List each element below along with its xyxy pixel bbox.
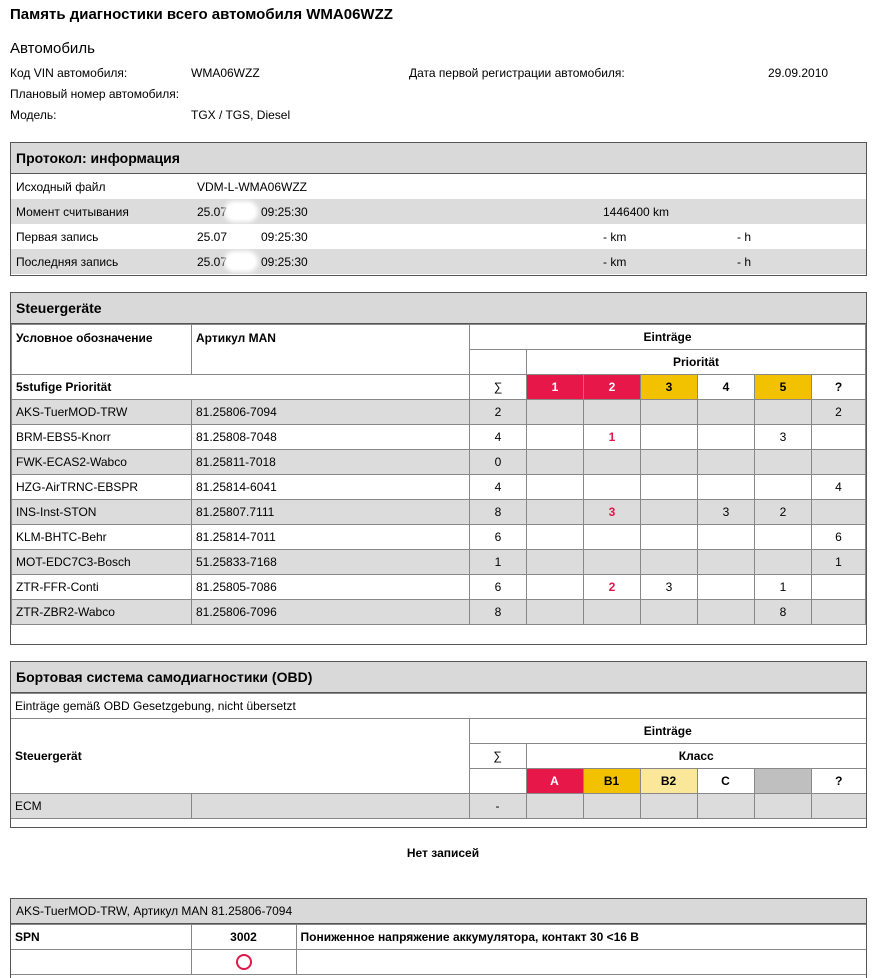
- ecu-article: 51.25833-7168: [192, 550, 470, 575]
- priority-header: Priorität: [527, 350, 866, 375]
- fault-detail-table: [11, 924, 866, 975]
- ecu-article: 81.25807.7111: [192, 500, 470, 525]
- protocol-label: Исходный файл: [16, 179, 106, 194]
- priority-1-header: 1: [527, 375, 584, 400]
- protocol-hours: - h: [737, 229, 752, 244]
- priority-count: [584, 450, 641, 475]
- ecu-name: AKS-TuerMOD-TRW: [12, 400, 192, 425]
- ecu-name: MOT-EDC7C3-Bosch: [12, 550, 192, 575]
- ecu-name: HZG-AirTRNC-EBSPR: [12, 475, 192, 500]
- protocol-label: Последняя запись: [16, 254, 119, 269]
- ecu-article: 81.25806-7094: [192, 400, 470, 425]
- obd-cell: [754, 794, 811, 819]
- ecu-sum: 8: [470, 500, 527, 525]
- priority-count: [812, 425, 866, 450]
- priority-count: 1: [755, 575, 812, 600]
- ecu-row: [12, 450, 866, 475]
- priority-count: [527, 500, 584, 525]
- priority-levels-label: 5stufige Priorität: [12, 375, 470, 400]
- article-header: Артикул MAN: [192, 325, 470, 375]
- obd-table: [11, 693, 866, 819]
- priority-count: 4: [812, 475, 866, 500]
- priority-count: [698, 550, 755, 575]
- fault-description: Пониженное напряжение аккумулятора, контакт 30 <16 В: [296, 925, 866, 950]
- fault-detail-heading: AKS-TuerMOD-TRW, Артикул MAN 81.25806-7094: [11, 899, 866, 924]
- priority-count: [698, 575, 755, 600]
- priority-count: [755, 450, 812, 475]
- obd-ecu-name: ECM: [11, 794, 191, 819]
- priority-count: [698, 525, 755, 550]
- priority-2-header: 2: [584, 375, 641, 400]
- priority-count: 2: [584, 575, 641, 600]
- priority-count: [584, 525, 641, 550]
- protocol-label: Момент считывания: [16, 204, 129, 219]
- protocol-time: 09:25:30: [261, 229, 308, 244]
- ecu-sum: 2: [470, 400, 527, 425]
- protocol-hours: - h: [737, 254, 752, 269]
- ecu-row: [12, 550, 866, 575]
- ecu-table: [11, 324, 866, 625]
- ecu-row: [12, 500, 866, 525]
- priority-count: 3: [641, 575, 698, 600]
- priority-3-header: 3: [641, 375, 698, 400]
- status-circle-icon: [236, 954, 252, 970]
- vehicle-heading: Автомобиль: [10, 40, 95, 57]
- priority-count: [812, 575, 866, 600]
- ecu-row: [12, 475, 866, 500]
- ecu-article: 81.25808-7048: [192, 425, 470, 450]
- obd-note: Einträge gemäß OBD Gesetzgebung, nicht übersetzt: [11, 694, 866, 719]
- protocol-km: - km: [603, 229, 627, 244]
- obd-cell: [811, 794, 866, 819]
- priority-count: 8: [755, 600, 812, 625]
- registration-value: 29.09.2010: [768, 66, 829, 80]
- ecu-sum: 4: [470, 475, 527, 500]
- priority-count: [812, 500, 866, 525]
- class-b2-header: B2: [640, 769, 697, 794]
- ecu-name: FWK-ECAS2-Wabco: [12, 450, 192, 475]
- ecu-row: [12, 425, 866, 450]
- priority-count: 2: [755, 500, 812, 525]
- priority-count: [584, 600, 641, 625]
- ecu-article: 81.25814-6041: [192, 475, 470, 500]
- ecu-row: [12, 525, 866, 550]
- priority-count: [527, 600, 584, 625]
- vin-label: Код VIN автомобиля:: [10, 66, 128, 80]
- priority-count: [755, 525, 812, 550]
- sum-symbol: ∑: [470, 375, 527, 400]
- detail-cell: [11, 950, 191, 975]
- priority-count: [584, 400, 641, 425]
- protocol-time: 09:25:30: [261, 254, 308, 269]
- obd-ecu-article: [191, 794, 469, 819]
- ecu-sum: 8: [470, 600, 527, 625]
- ecu-article: 81.25811-7018: [192, 450, 470, 475]
- protocol-date: 25.07: [197, 204, 228, 219]
- priority-count: 3: [755, 425, 812, 450]
- obd-entries-header: Einträge: [469, 719, 866, 744]
- priority-count: 6: [812, 525, 866, 550]
- protocol-row: [11, 199, 866, 224]
- obd-cell: [526, 794, 583, 819]
- priority-count: 3: [698, 500, 755, 525]
- priority-count: [698, 425, 755, 450]
- priority-count: 3: [584, 500, 641, 525]
- model-label: Модель:: [10, 108, 57, 122]
- protocol-heading: Протокол: информация: [11, 143, 866, 174]
- priority-count: [641, 500, 698, 525]
- class-blank-header: [754, 769, 811, 794]
- priority-count: [641, 550, 698, 575]
- detail-cell: [191, 950, 296, 975]
- redacted-mark: [227, 254, 255, 269]
- obd-cell: [697, 794, 754, 819]
- ecu-row: [12, 600, 866, 625]
- protocol-label: Первая запись: [16, 229, 99, 244]
- ecu-sum: 6: [470, 575, 527, 600]
- obd-ecu-sum: -: [469, 794, 526, 819]
- spn-label: SPN: [11, 925, 191, 950]
- class-b1-header: B1: [583, 769, 640, 794]
- protocol-row: [11, 174, 866, 199]
- protocol-km: 1446400 km: [603, 204, 670, 219]
- obd-cell: [583, 794, 640, 819]
- priority-count: [584, 475, 641, 500]
- obd-class-header: Класс: [526, 744, 866, 769]
- protocol-time: 09:25:30: [261, 204, 308, 219]
- protocol-section: [10, 142, 867, 276]
- detail-cell: [296, 950, 866, 975]
- priority-count: [755, 550, 812, 575]
- priority-count: [641, 400, 698, 425]
- priority-count: [641, 600, 698, 625]
- priority-count: [527, 475, 584, 500]
- page-title: Память диагностики всего автомобиля WMA06WZZ: [10, 6, 393, 23]
- no-records-text: Нет записей: [406, 846, 480, 860]
- ecu-article: 81.25805-7086: [192, 575, 470, 600]
- priority-count: [641, 525, 698, 550]
- protocol-row: [11, 224, 866, 249]
- obd-sum-symbol: ∑: [469, 744, 526, 769]
- ecu-article: 81.25814-7011: [192, 525, 470, 550]
- model-value: TGX / TGS, Diesel: [191, 108, 291, 122]
- protocol-date: 25.07: [197, 254, 228, 269]
- priority-unknown-header: ?: [812, 375, 866, 400]
- priority-4-header: 4: [698, 375, 755, 400]
- priority-count: [812, 450, 866, 475]
- priority-count: [698, 600, 755, 625]
- priority-count: [641, 475, 698, 500]
- ecu-sum: 4: [470, 425, 527, 450]
- priority-count: [527, 550, 584, 575]
- ecu-name: KLM-BHTC-Behr: [12, 525, 192, 550]
- priority-count: [527, 400, 584, 425]
- plan-number-label: Плановый номер автомобиля:: [10, 87, 180, 101]
- obd-row: [11, 794, 866, 819]
- ecu-name: INS-Inst-STON: [12, 500, 192, 525]
- spn-value: 3002: [191, 925, 296, 950]
- ecu-name: BRM-EBS5-Knorr: [12, 425, 192, 450]
- priority-count: [641, 425, 698, 450]
- priority-count: [527, 425, 584, 450]
- ecu-sum: 0: [470, 450, 527, 475]
- sum-header-spacer: [470, 350, 527, 375]
- ecu-name: ZTR-ZBR2-Wabco: [12, 600, 192, 625]
- priority-5-header: 5: [755, 375, 812, 400]
- obd-ecu-header: Steuergerät: [11, 719, 469, 794]
- ecu-section: [10, 292, 867, 645]
- protocol-km: - km: [603, 254, 627, 269]
- ecu-row: [12, 400, 866, 425]
- priority-count: 2: [812, 400, 866, 425]
- source-file-value: VDM-L-WMA06WZZ: [197, 179, 307, 194]
- priority-count: [812, 600, 866, 625]
- priority-count: 1: [584, 425, 641, 450]
- ecu-sum: 1: [470, 550, 527, 575]
- obd-section: [10, 661, 867, 828]
- vin-value: WMA06WZZ: [191, 66, 260, 80]
- priority-count: [527, 525, 584, 550]
- priority-count: 1: [812, 550, 866, 575]
- class-unknown-header: ?: [811, 769, 866, 794]
- ecu-name-header: Условное обозначение: [12, 325, 192, 375]
- class-a-header: A: [526, 769, 583, 794]
- priority-count: [755, 400, 812, 425]
- ecu-name: ZTR-FFR-Conti: [12, 575, 192, 600]
- priority-count: [755, 475, 812, 500]
- ecu-article: 81.25806-7096: [192, 600, 470, 625]
- obd-cell: [640, 794, 697, 819]
- ecu-heading: Steuergeräte: [11, 293, 866, 324]
- priority-count: [584, 550, 641, 575]
- registration-label: Дата первой регистрации автомобиля:: [409, 66, 625, 80]
- priority-count: [527, 450, 584, 475]
- class-c-header: C: [697, 769, 754, 794]
- redacted-mark: [227, 204, 255, 219]
- priority-count: [698, 450, 755, 475]
- priority-count: [698, 475, 755, 500]
- protocol-row: [11, 249, 866, 274]
- ecu-sum: 6: [470, 525, 527, 550]
- obd-heading: Бортовая система самодиагностики (OBD): [11, 662, 866, 693]
- obd-sum-spacer: [469, 769, 526, 794]
- ecu-row: [12, 575, 866, 600]
- fault-detail-section: [10, 898, 867, 978]
- priority-count: [698, 400, 755, 425]
- priority-count: [527, 575, 584, 600]
- protocol-date: 25.07: [197, 229, 228, 244]
- priority-count: [641, 450, 698, 475]
- entries-header: Einträge: [470, 325, 866, 350]
